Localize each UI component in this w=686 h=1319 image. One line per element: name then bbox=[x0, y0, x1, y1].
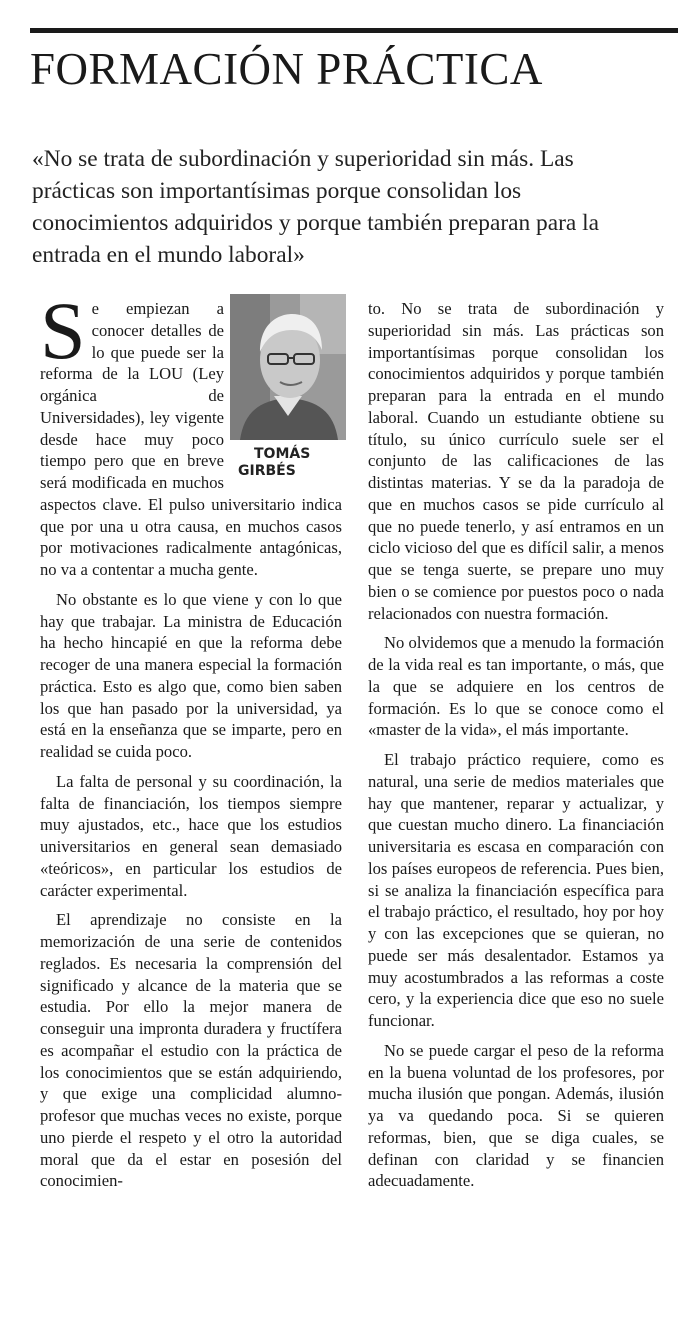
drop-cap: S bbox=[40, 285, 86, 376]
paragraph-2: No obstante es lo que viene y con lo que hay que trabajar. La ministra de Educación ha hecho hincapié en que la reforma debe recoger de una manera especial la formación práctica. Esto es algo que, como bien saben los que han pasado por la universidad, ya está en la enseñanza que se imparte, pero en realidad se cuida poco. bbox=[40, 589, 342, 761]
paragraph-4: El aprendizaje no consiste en la memorización de una serie de contenidos reglados. Es necesaria la comprensión del significado y alcance de la materia que se estudia. Por ello la mejor manera de conseguir una impronta duradera y fructífera es acompañar el estudio con la práctica de los conocimientos que se están adquiriendo, y que exige una complicidad alumno-profesor que muchas veces no existe, porque uno pierde el respeto y el otro la autoridad moral que da el estar en posesión del conocimien- bbox=[40, 910, 342, 1191]
paragraph-3: La falta de personal y su coordinación, la falta de financiación, los tiempos siempre muy ajustados, etc., hace que los estudios universitarios en general sean demasiado «teóricos», en particular los estudios de carácter experimental. bbox=[40, 771, 342, 900]
paragraph-7: No se puede cargar el peso de la reforma en la buena voluntad de los profesores, por mucha ilusión que pongan. Además, ilusión ya va quedando poca. Si se quieren reformas, bien, que se diga cuales, se definan con claridad y se financien adecuadamente. bbox=[368, 1040, 664, 1191]
right-column bbox=[368, 298, 664, 1200]
author-box bbox=[230, 294, 350, 486]
paragraph-5: No olvidemos que a menudo la formación de la vida real es tan importante, o más, que la que se adquiere en los centros de formación. Es lo que se conoce como el «master de la vida», el más importante. bbox=[368, 633, 664, 740]
paragraph-4-continued: to. No se trata de subordinación y superioridad sin más. Las prácticas son importantísimas porque consolidan los conocimientos adquiridos y porque también preparan para la entrada en el mundo laboral. Cuando un estudiante obtiene su título, su único currículo suele ser el conjunto de las calificaciones de las distintas materias. Y se da la paradoja de que en muchos casos se pide currículo al que no puede tenerlo, y así entramos en un ciclo vicioso del que es difícil salir, a menos que se tenga suerte, se prepare uno muy bien o se comience por puestos poco o nada relacionados con nuestra formación. bbox=[368, 299, 664, 623]
author-photo bbox=[230, 294, 346, 440]
author-last-name: GIRBÉS bbox=[238, 463, 296, 479]
portrait-icon bbox=[230, 294, 346, 440]
top-rule bbox=[30, 28, 678, 33]
author-name bbox=[238, 446, 310, 480]
author-first-name: TOMÁS bbox=[254, 446, 311, 462]
paragraph-6: El trabajo práctico requiere, como es natural, una serie de medios materiales que hay que mantener, reparar y actualizar, y que cuestan mucho dinero. La financiación universitaria es escasa en comparación con los países europeos de referencia. Pues bien, si se analiza la financiación específica para el trabajo práctico, el resultado, hoy por hoy y con las excepciones que se quieran, no puede ser más desalentador. Estamos ya muy acostumbrados a las reformas a coste cero, y la experiencia dice que eso no suele funcionar. bbox=[368, 750, 664, 1030]
headline: FORMACIÓN PRÁCTICA bbox=[30, 44, 543, 94]
left-column bbox=[40, 285, 342, 1200]
pullquote: «No se trata de subordinación y superioridad sin más. Las prácticas son importantísimas porque consolidan los conocimientos adquiridos y porque también preparan para la entrada en el mundo laboral» bbox=[32, 146, 600, 268]
paragraph-1-text: e empiezan a conocer detalles de lo que puede ser la reforma de la LOU (Ley orgánica de Universidades), ley vigente desde hace muy poco tiempo pero que en breve será modificada en muchos aspectos clave. El pulso universitario indica que por una u otra causa, en muchos casos por motivaciones radicalmente antagónicas, no va a contentar a mucha gente. bbox=[40, 299, 342, 579]
